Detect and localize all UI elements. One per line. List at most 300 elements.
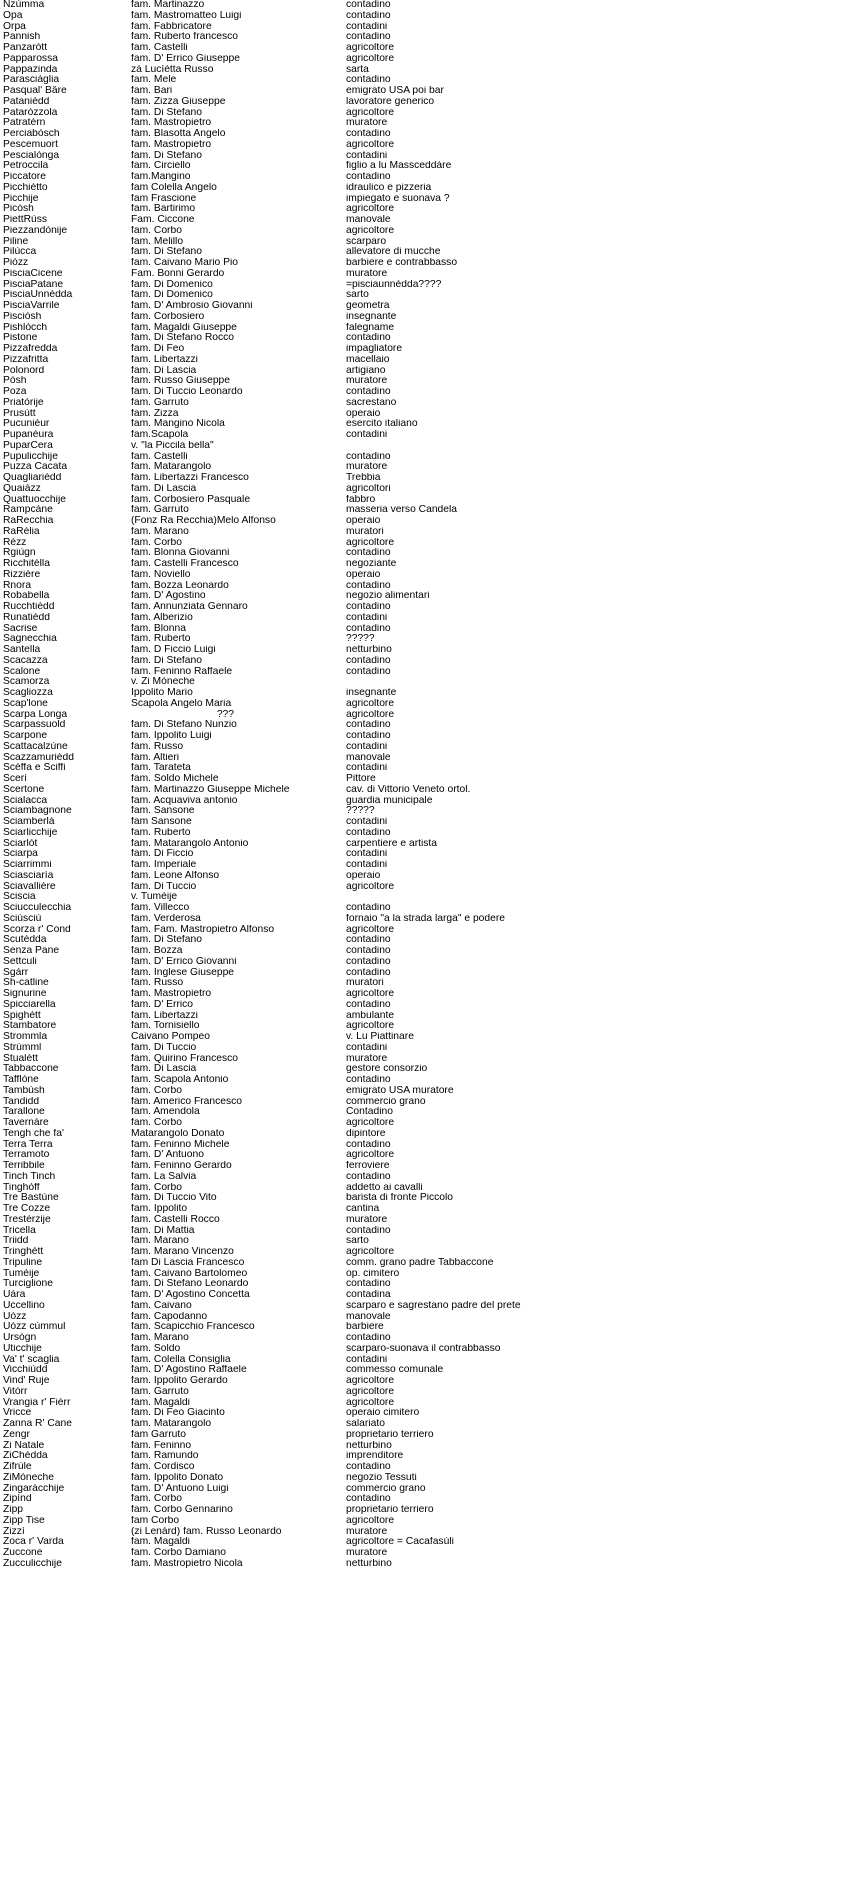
family-cell: fam Di Lascia Francesco [131, 1257, 245, 1268]
nickname-cell: Tengh che fa' [3, 1128, 64, 1139]
nickname-cell: Scazzamuriédd [3, 752, 74, 763]
table-row [3, 1043, 857, 1054]
occupation-cell: contadini [346, 763, 388, 774]
occupation-cell: contadini [346, 849, 388, 860]
occupation-cell: contadino [346, 967, 391, 978]
nickname-cell: Nzùmma [3, 0, 45, 10]
family-cell: fam. Fam. Mastropietro Alfonso [131, 924, 275, 935]
nickname-cell: Pilùcca [3, 247, 37, 258]
table-row [3, 1054, 857, 1065]
occupation-cell: insegnante [346, 311, 397, 322]
occupation-cell: agricoltore [346, 537, 395, 548]
table-row [3, 1075, 857, 1086]
occupation-cell: muratore [346, 1214, 388, 1225]
nickname-cell: Pescialònga [3, 150, 60, 161]
occupation-cell: commercio grano [346, 1096, 426, 1107]
occupation-cell: muratori [346, 526, 384, 537]
family-cell: fam. Feninno Michele [131, 1139, 230, 1150]
family-cell: fam Sansone [131, 817, 192, 827]
occupation-cell: agricoltore [346, 204, 395, 215]
nickname-cell: Scagliozza [3, 688, 53, 698]
table-row [3, 656, 857, 667]
occupation-cell: lavoratore generico [346, 96, 435, 107]
nickname-cell: Pappazinda [3, 64, 58, 75]
family-cell: fam. Corbo Gennarino [131, 1505, 233, 1515]
nickname-cell: Senza Pane [3, 946, 60, 956]
nickname-cell: Piccatore [3, 172, 46, 182]
table-row [3, 65, 857, 76]
occupation-cell: muratori [346, 978, 384, 989]
family-cell: fam. Bozza Leonardo [131, 580, 229, 591]
table-row [3, 366, 857, 377]
family-cell: fam. Ippolito Luigi [131, 731, 212, 741]
family-cell: fam. D' Antuono Luigi [131, 1483, 229, 1494]
table-row [3, 462, 857, 473]
family-cell: fam. Di Stefano [131, 150, 202, 161]
table-row [3, 1097, 857, 1108]
occupation-cell: barbiere e contrabbasso [346, 258, 458, 268]
table-row [3, 774, 857, 785]
family-cell: fam. Mastropietro Nicola [131, 1558, 243, 1569]
table-row [3, 183, 857, 194]
occupation-cell: cantina [346, 1204, 380, 1214]
nickname-cell: Sciucculecchia [3, 903, 72, 913]
table-row [3, 1527, 857, 1538]
occupation-cell: netturbino [346, 1440, 392, 1451]
occupation-cell: contadino [346, 655, 391, 666]
nickname-cell: Scap'lone [3, 698, 48, 709]
nickname-cell: PisciaPatane [3, 279, 64, 290]
nickname-cell: Pucuniéur [3, 419, 50, 430]
family-cell: fam. Amendola [131, 1107, 200, 1118]
nickname-cell: Rézz [3, 537, 27, 548]
family-cell: v. Zi Mòneche [131, 677, 195, 688]
nickname-cell: Tricella [3, 1225, 36, 1236]
family-cell: fam. Di Stefano Rocco [131, 333, 235, 344]
table-row [3, 32, 857, 43]
family-cell: fam. Martinazzo Giuseppe Michele [131, 784, 290, 795]
family-cell: fam. D' Agostino Concetta [131, 1290, 250, 1300]
occupation-cell: contadino [346, 602, 391, 612]
table-row [3, 1193, 857, 1204]
nickname-cell: Zoca r' Varda [3, 1537, 64, 1548]
occupation-cell: falegname [346, 322, 395, 333]
occupation-cell: sacrestano [346, 397, 397, 408]
occupation-cell: fornaio "a la strada larga" e podere [346, 913, 506, 924]
family-cell: Ippolito Mario [131, 688, 193, 698]
occupation-cell: contadini [346, 1354, 388, 1365]
table-row [3, 108, 857, 119]
family-cell: fam. Cordisco [131, 1462, 195, 1472]
family-cell: fam. Ippolito [131, 1204, 188, 1214]
family-cell: fam. Russo [131, 978, 184, 989]
table-row [3, 581, 857, 592]
nickname-cell: Pizzafritta [3, 354, 49, 365]
family-cell: v. "la Piccila bella" [131, 440, 214, 451]
nickname-cell: Spighètt [3, 1010, 41, 1021]
family-cell: fam. Blonna Giovanni [131, 548, 230, 559]
nickname-cell: Scertone [3, 784, 45, 795]
occupation-cell: allevatore di mucche [346, 247, 441, 258]
table-row [3, 1204, 857, 1215]
nickname-cell: Pupanèura [3, 430, 54, 440]
occupation-cell: contadino [346, 580, 391, 591]
family-cell: fam. Alberizio [131, 612, 193, 623]
nickname-cell: Quagliariédd [3, 473, 62, 483]
table-row [3, 1279, 857, 1290]
family-cell: fam. Di Tuccio Leonardo [131, 387, 243, 397]
family-cell: fam. Castelli [131, 43, 188, 53]
table-row [3, 914, 857, 925]
nickname-cell: Priatòrije [3, 397, 44, 408]
table-row [3, 849, 857, 860]
occupation-cell: geometra [346, 301, 390, 311]
nickname-cell: Tre Bastùne [3, 1193, 59, 1204]
occupation-cell: fabbro [346, 494, 376, 505]
family-cell: fam. Zizza Giuseppe [131, 96, 226, 107]
nickname-cell: Pataniédd [3, 96, 50, 107]
family-cell: fam. Capodanno [131, 1311, 208, 1322]
nickname-cell: Tandidd [3, 1096, 40, 1107]
table-row [3, 237, 857, 248]
table-row [3, 215, 857, 226]
nickname-cell: Picòsh [3, 204, 34, 215]
table-row [3, 860, 857, 871]
occupation-cell: sarto [346, 1236, 369, 1247]
nickname-cell: Pistone [3, 333, 38, 344]
table-row [3, 796, 857, 807]
family-cell: fam. Colella Consiglia [131, 1354, 231, 1365]
occupation-cell: agricoltore [346, 881, 395, 892]
family-cell: fam. Di Stefano Nunzio [131, 720, 237, 731]
nickname-cell: Tafflòne [3, 1075, 39, 1085]
table-row [3, 1484, 857, 1495]
table-row [3, 376, 857, 387]
nickname-cell: Sciambagnone [3, 806, 72, 817]
family-cell: fam. Circiello [131, 161, 191, 172]
occupation-cell: muratore [346, 462, 388, 473]
family-cell: fam. Marano Vincenzo [131, 1247, 234, 1257]
table-row [3, 1150, 857, 1161]
family-cell: (Fonz Ra Recchia)Melo Alfonso [131, 516, 276, 526]
occupation-cell: barbiere [346, 1322, 384, 1333]
occupation-cell: proprietario terriero [346, 1429, 434, 1440]
family-cell: fam. Mastropietro [131, 139, 212, 150]
table-row [3, 355, 857, 366]
nickname-cell: Scamorza [3, 677, 50, 688]
occupation-cell: dipintore [346, 1128, 386, 1139]
occupation-cell: agricoltore [346, 53, 395, 64]
family-cell: fam. Martinazzo [131, 0, 205, 10]
family-cell: fam. Libertazzi Francesco [131, 473, 249, 483]
nickname-cell: Rizziére [3, 569, 41, 580]
nickname-cell: Quaiàzz [3, 483, 41, 494]
family-cell: fam. Corbosiero [131, 311, 205, 322]
occupation-cell: contadini [346, 430, 388, 440]
occupation-cell: v. Lu Piattinare [346, 1032, 414, 1042]
table-row [3, 806, 857, 817]
table-row [3, 22, 857, 33]
nickname-cell: Picchije [3, 193, 39, 204]
occupation-cell: muratore [346, 1053, 388, 1064]
table-row [3, 11, 857, 22]
nickname-cell: Ursògn [3, 1333, 37, 1343]
nickname-cell: Pisciòsh [3, 311, 42, 322]
nickname-cell: Sciavalliére [3, 881, 56, 892]
table-row [3, 1107, 857, 1118]
occupation-cell: ????? [346, 806, 375, 817]
nickname-cell: Robabella [3, 591, 50, 602]
nickname-cell: ZiMòneche [3, 1472, 54, 1483]
table-row [3, 495, 857, 506]
table-row [3, 1408, 857, 1419]
family-cell: fam Corbo [131, 1515, 180, 1526]
family-cell: fam. Di Stefano [131, 247, 202, 258]
nickname-cell: Sciarlicchije [3, 827, 58, 838]
occupation-cell: contadino [346, 1171, 391, 1182]
occupation-cell: masseria verso Candela [346, 505, 458, 516]
nickname-cell: Parasciàglia [3, 75, 60, 86]
table-row [3, 1011, 857, 1022]
nickname-cell: Pataròzzola [3, 107, 58, 118]
table-row [3, 140, 857, 151]
occupation-cell: negozio alimentari [346, 591, 430, 602]
occupation-cell: muratore [346, 1526, 388, 1537]
occupation-cell: manovale [346, 1311, 391, 1322]
table-row [3, 409, 857, 420]
occupation-cell: contadino [346, 935, 391, 946]
nickname-cell: Tinghòff [3, 1182, 40, 1193]
table-row [3, 387, 857, 398]
nickname-cell: Sagnecchia [3, 634, 57, 645]
table-row [3, 1172, 857, 1183]
table-row [3, 1269, 857, 1280]
table-row [3, 1430, 857, 1441]
occupation-cell: sarta [346, 64, 369, 75]
nickname-cell: Vricce [3, 1408, 32, 1419]
table-row [3, 1129, 857, 1140]
occupation-cell: emigrato USA muratore [346, 1085, 454, 1096]
occupation-cell: figlio a lu Massceddàre [346, 161, 452, 172]
nickname-cell: Va' t' scaglia [3, 1354, 60, 1365]
occupation-cell: operaio [346, 870, 381, 881]
table-row [3, 538, 857, 549]
nickname-cell: Scarpassuold [3, 720, 66, 731]
table-row [3, 1355, 857, 1366]
family-cell: fam. Corbo [131, 1085, 182, 1096]
table-row [3, 473, 857, 484]
occupation-cell: negoziante [346, 559, 397, 569]
family-cell: fam Frascione [131, 193, 197, 204]
nickname-cell: Trestèrzije [3, 1214, 51, 1225]
nickname-cell: Signurine [3, 989, 47, 999]
family-cell: fam. Scapicchio Francesco [131, 1322, 255, 1333]
table-row [3, 570, 857, 581]
nickname-cell: Ricchitèlla [3, 559, 50, 569]
family-cell: fam. Caivano Mario Pio [131, 258, 239, 268]
occupation-cell: contadino [346, 172, 391, 182]
nickname-cell: Scerì [3, 774, 28, 784]
nickname-cell: Pishlòcch [3, 322, 48, 333]
nickname-cell: Santella [3, 645, 41, 655]
table-row [3, 1301, 857, 1312]
occupation-cell: agricoltore [346, 709, 395, 720]
nickname-cell: PiettRùss [3, 215, 48, 225]
family-cell: fam. Di Lascia [131, 365, 197, 376]
table-row [3, 1086, 857, 1097]
occupation-cell: contadino [346, 10, 391, 21]
occupation-cell: contadino [346, 1279, 391, 1290]
nickname-cell: Tinch Tinch [3, 1171, 56, 1182]
family-cell: fam. Bozza [131, 946, 183, 956]
occupation-cell: =pisciaunnèdda???? [346, 279, 442, 290]
family-cell: fam. Corbo [131, 537, 182, 548]
family-cell: fam. Di Domenico [131, 290, 213, 301]
occupation-cell: Pittore [346, 774, 376, 784]
occupation-cell: ferroviere [346, 1161, 390, 1171]
occupation-cell: operaio [346, 516, 381, 526]
family-cell: fam. D' Antuono [131, 1150, 204, 1161]
nickname-cell: Stambatore [3, 1021, 57, 1032]
table-row [3, 742, 857, 753]
family-cell: fam. D' Errico Giovanni [131, 956, 237, 967]
occupation-cell: impagliatore [346, 344, 403, 354]
family-cell: fam Colella Angelo [131, 182, 217, 193]
table-row [3, 688, 857, 699]
occupation-cell: operaio [346, 408, 381, 419]
table-row [3, 129, 857, 140]
occupation-cell: agricoltore [346, 1397, 395, 1408]
nickname-cell: Scarpone [3, 731, 48, 741]
table-row [3, 290, 857, 301]
occupation-cell: agricoltore [346, 924, 395, 935]
nickname-cell: Zengr [3, 1429, 30, 1440]
family-cell: fam. Corbosiero Pasquale [131, 494, 251, 505]
occupation-cell: operaio [346, 569, 381, 580]
occupation-cell: salariato [346, 1419, 385, 1429]
family-cell: fam. Russo Giuseppe [131, 376, 231, 387]
occupation-cell: scarparo [346, 236, 387, 247]
nickname-cell: Scorza r' Cond [3, 924, 71, 935]
family-cell: fam. Leone Alfonso [131, 870, 220, 881]
nickname-cell: Uàra [3, 1290, 26, 1300]
table-row [3, 710, 857, 721]
family-cell: fam. Ruberto [131, 827, 191, 838]
table-row [3, 1000, 857, 1011]
nicknames-sheet [3, 0, 857, 1570]
nickname-cell: PisciaUnnèdda [3, 290, 73, 301]
family-cell: Caivano Pompeo [131, 1032, 210, 1042]
family-cell: fam. Scapola Antonio [131, 1075, 229, 1085]
nickname-cell: Rucchtiédd [3, 602, 55, 612]
table-row [3, 978, 857, 989]
family-cell: fam. Tarateta [131, 763, 191, 774]
nickname-cell: Zipp [3, 1505, 24, 1515]
occupation-cell: contadino [346, 0, 391, 10]
nickname-cell: Pannish [3, 32, 41, 43]
family-cell: fam. Mangino Nicola [131, 419, 225, 430]
family-cell: fam. Di Ficcio [131, 849, 194, 860]
occupation-cell: contadini [346, 150, 388, 161]
table-row [3, 1548, 857, 1559]
nickname-cell: Petroccila [3, 161, 49, 172]
table-row [3, 1344, 857, 1355]
table-row [3, 1118, 857, 1129]
nickname-cell: Patratèrn [3, 118, 46, 129]
nickname-cell: Zizzì [3, 1526, 25, 1537]
occupation-cell: contadini [346, 741, 388, 752]
family-cell: fam. Ruberto francesco [131, 32, 239, 43]
occupation-cell: sarto [346, 290, 369, 301]
occupation-cell: contadino [346, 1333, 391, 1343]
family-cell: fam. Bari [131, 86, 173, 96]
table-row [3, 935, 857, 946]
nickname-cell: Orpa [3, 21, 26, 32]
family-cell: (zi Lenàrd) fam. Russo Leonardo [131, 1526, 282, 1537]
table-row [3, 1494, 857, 1505]
table-row [3, 624, 857, 635]
table-row [3, 151, 857, 162]
nickname-cell: RaRecchia [3, 516, 54, 526]
occupation-cell: contadino [346, 129, 391, 139]
occupation-cell: proprietario terriero [346, 1505, 434, 1515]
table-row [3, 1451, 857, 1462]
occupation-cell: contadino [346, 1225, 391, 1236]
occupation-cell: muratore [346, 376, 388, 387]
nickname-cell: Vitòrr [3, 1386, 28, 1397]
nickname-cell: Runatiédd [3, 612, 50, 623]
occupation-cell: netturbino [346, 645, 392, 655]
table-row [3, 1032, 857, 1043]
family-cell: fam. Corbo Damiano [131, 1548, 226, 1558]
occupation-cell: contadini [346, 817, 388, 827]
table-row [3, 204, 857, 215]
family-cell: fam. Matarangolo [131, 462, 212, 473]
family-cell: fam. Di Feo Giacinto [131, 1408, 225, 1419]
nickname-cell: Picchiètto [3, 182, 48, 193]
nickname-cell: PisciaVarrile [3, 301, 60, 311]
family-cell: fam. Corbo [131, 1182, 182, 1193]
nickname-cell: Uòzz cùmmul [3, 1322, 66, 1333]
family-cell: fam. Inglese Giuseppe [131, 967, 235, 978]
table-row [3, 344, 857, 355]
table-row [3, 591, 857, 602]
nickname-cell: Tripuline [3, 1257, 43, 1268]
nickname-cell: Zingaràcchije [3, 1483, 65, 1494]
family-cell: fam. Corbo [131, 225, 182, 236]
occupation-cell: idraulico e pizzeria [346, 182, 432, 193]
family-cell: fam. Di Tuccio Vito [131, 1193, 217, 1204]
nickname-cell: Pupulicchije [3, 451, 58, 462]
table-row [3, 527, 857, 538]
table-row [3, 86, 857, 97]
table-row [3, 258, 857, 269]
family-cell: fam. Libertazzi [131, 354, 198, 365]
nickname-cell: Piline [3, 236, 29, 247]
table-row [3, 97, 857, 108]
table-row [3, 280, 857, 291]
occupation-cell: ambulante [346, 1010, 395, 1021]
table-row [3, 1021, 857, 1032]
table-row [3, 645, 857, 656]
nickname-cell: Vrangia r' Fiérr [3, 1397, 71, 1408]
nickname-cell: Zi Natale [3, 1440, 45, 1451]
family-cell: fam. Di Tuccio [131, 881, 197, 892]
family-cell: fam. Mastropietro [131, 989, 212, 999]
table-row [3, 1236, 857, 1247]
table-row [3, 247, 857, 258]
nickname-cell: Prusùtt [3, 408, 36, 419]
